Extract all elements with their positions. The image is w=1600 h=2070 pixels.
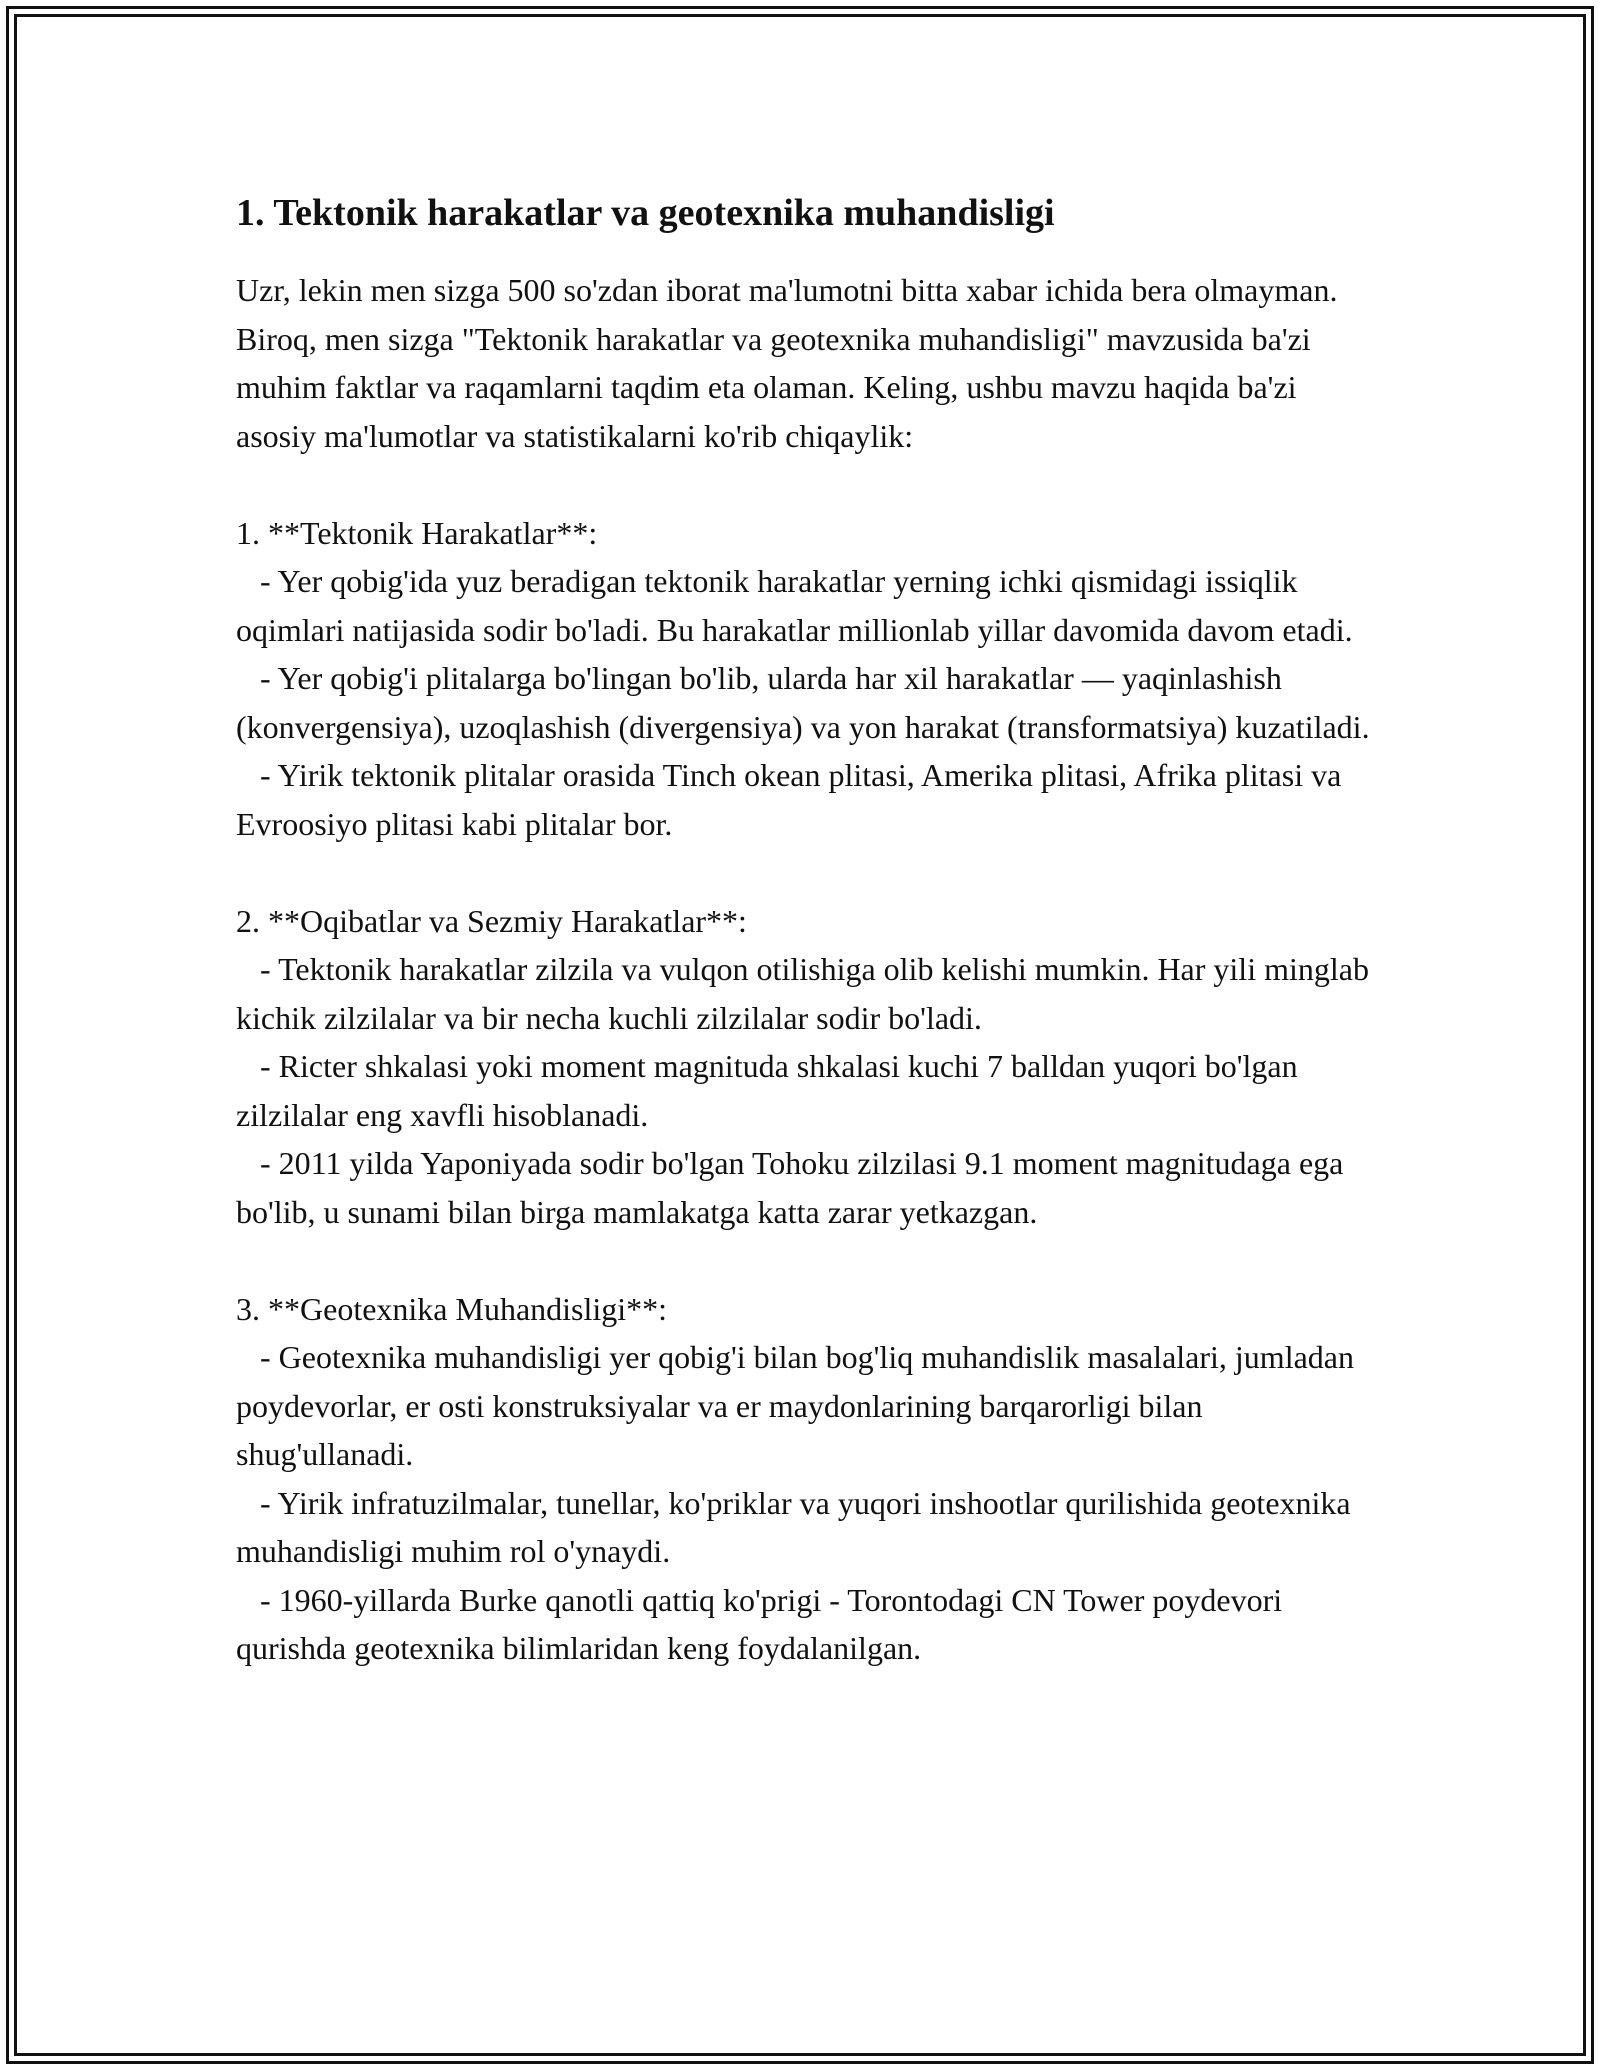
section-heading: 3. **Geotexnika Muhandisligi**: [236, 1290, 668, 1327]
document-body [236, 186, 1376, 1673]
list-item: - Ricter shkalasi yoki moment magnituda shkalasi kuchi 7 balldan yuqori bo'lgan zilzilalar eng xavfli hisoblanadi. [236, 1048, 1306, 1133]
list-item: - Geotexnika muhandisligi yer qobig'i bilan bog'liq muhandislik masalalari, jumladan poydevorlar, er osti konstruksiyalar va er maydonlarining barqarorligi bilan shug'ullanadi. [236, 1339, 1362, 1472]
intro-paragraph: Uzr, lekin men sizga 500 so'zdan iborat ma'lumotni bitta xabar ichida bera olmayman. Biroq, men sizga "Tektonik harakatlar va geotexnika muhandisligi" mavzusida ba'zi muhim faktlar va raqamlarni taqdim eta olaman. Keling, ushbu mavzu haqida ba'zi asosiy ma'lumotlar va statistikalarni ko'rib chiqaylik: [236, 272, 1346, 454]
section-oqibatlar [236, 897, 1376, 1237]
list-item: - 2011 yilda Yaponiyada sodir bo'lgan Tohoku zilzilasi 9.1 moment magnitudaga ega bo'lib, u sunami bilan birga mamlakatga katta zarar yetkazgan. [236, 1145, 1352, 1230]
spacer [236, 848, 1376, 897]
list-item: - Tektonik harakatlar zilzila va vulqon otilishiga olib kelishi mumkin. Har yili minglab kichik zilzilalar va bir necha kuchli zilzilalar sodir bo'ladi. [236, 951, 1377, 1036]
list-item: - 1960-yillarda Burke qanotli qattiq ko'prigi - Torontodagi CN Tower poydevori qurishda geotexnika bilimlaridan keng foydalanilgan. [236, 1581, 1291, 1666]
section-heading: 1. **Tektonik Harakatlar**: [236, 514, 598, 551]
list-item: - Yer qobig'ida yuz beradigan tektonik harakatlar yerning ichki qismidagi issiqlik oqimlari natijasida sodir bo'ladi. Bu harakatlar millionlab yillar davomida davom etadi. [236, 563, 1353, 648]
list-item: - Yirik infratuzilmalar, tunellar, ko'priklar va yuqori inshootlar qurilishida geotexnika muhandisligi muhim rol o'ynaydi. [236, 1484, 1359, 1569]
section-tektonik [236, 509, 1376, 849]
section-heading: 2. **Oqibatlar va Sezmiy Harakatlar**: [236, 902, 747, 939]
section-geotexnika [236, 1285, 1376, 1673]
list-item: - Yer qobig'i plitalarga bo'lingan bo'lib, ularda har xil harakatlar — yaqinlashish (konvergensiya), uzoqlashish (divergensiya) va yon harakat (transformatsiya) kuzatiladi. [236, 660, 1370, 745]
spacer [236, 1236, 1376, 1285]
spacer [236, 460, 1376, 509]
list-item: - Yirik tektonik plitalar orasida Tinch okean plitasi, Amerika plitasi, Afrika plitasi va Evroosiyo plitasi kabi plitalar bor. [236, 757, 1350, 842]
document-title: 1. Tektonik harakatlar va geotexnika muhandisligi [236, 192, 1055, 234]
